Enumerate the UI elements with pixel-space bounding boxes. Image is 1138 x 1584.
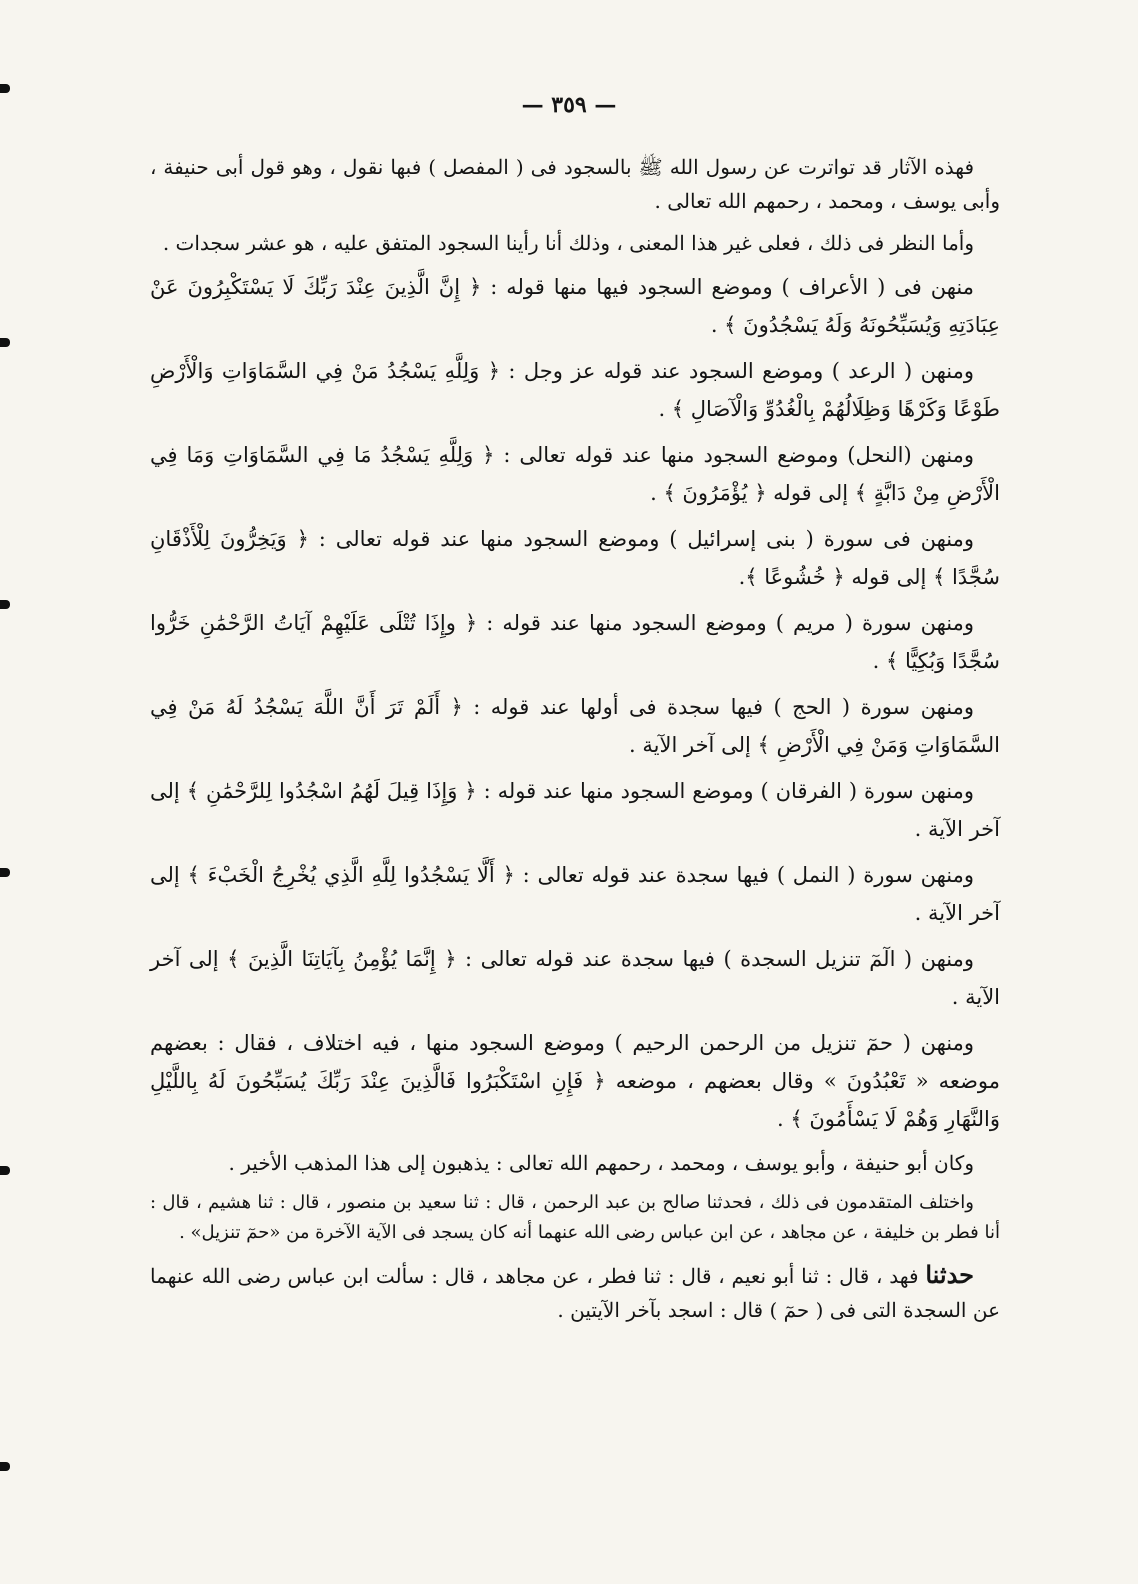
- hadith-text: فهد ، قال : ثنا أبو نعيم ، قال : ثنا فطر ، عن مجاهد ، قال : سألت ابن عباس رضى الله عنهما عن السجدة التى فى ( حمٓ ) قال : اسجد بآخر الآيتين .: [150, 1264, 1000, 1322]
- paragraph: ومنهن سورة ( النمل ) فيها سجدة عند قوله تعالى : ﴿ أَلَّا يَسْجُدُوا لِلَّهِ الَّذِي يُخْرِجُ الْخَبْءَ ﴾ إلى آخر الآية .: [150, 863, 1000, 925]
- page-number: — ٣٥٩ —: [521, 92, 617, 118]
- paragraph: وأما النظر فى ذلك ، فعلى غير هذا المعنى ، وذلك أنا رأينا السجود المتفق عليه ، هو عشر سجدات .: [162, 231, 974, 255]
- paragraph: ومنهن ( حمٓ تنزيل من الرحمن الرحيم ) وموضع السجود منها ، فيه اختلاف ، فقال : بعضهم موضعه « تَعْبُدُونَ » وقال بعضهم ، موضعه ﴿ فَإِنِ اسْتَكْبَرُوا فَالَّذِينَ عِنْدَ رَبِّكَ يُسَبِّحُونَ لَهُ بِاللَّيْلِ وَالنَّهَارِ وَهُمْ لَا يَسْأَمُونَ ﴾ .: [150, 1031, 1000, 1131]
- scan-edge-mark: [0, 338, 10, 347]
- paragraph: ومنهن ( الٓمٓ تنزيل السجدة ) فيها سجدة عند قوله تعالى : ﴿ إِنَّمَا يُؤْمِنُ بِآيَاتِنَا الَّذِينَ ﴾ إلى آخر الآية .: [150, 947, 1000, 1009]
- paragraph: ومنهن سورة ( الفرقان ) وموضع السجود منها عند قوله : ﴿ وَإِذَا قِيلَ لَهُمُ اسْجُدُوا لِلرَّحْمَٰنِ ﴾ إلى آخر الآية .: [150, 779, 1000, 841]
- paragraph: وكان أبو حنيفة ، وأبو يوسف ، ومحمد ، رحمهم الله تعالى : يذهبون إلى هذا المذهب الأخير .: [228, 1151, 974, 1175]
- paragraph: واختلف المتقدمون فى ذلك ، فحدثنا صالح بن عبد الرحمن ، قال : ثنا سعيد بن منصور ، قال : ثنا هشيم ، قال : أنا فطر بن خليفة ، عن مجاهد ، عن ابن عباس رضى الله عنهما أنه كان يسجد فى الآية الآخرة من «حمٓ تنزيل» .: [150, 1192, 1000, 1243]
- paragraph: ومنهن (النحل) وموضع السجود منها عند قوله تعالى : ﴿ وَلِلَّهِ يَسْجُدُ مَا فِي السَّمَاوَاتِ وَمَا فِي الْأَرْضِ مِنْ دَابَّةٍ ﴾ إلى قوله ﴿ يُؤْمَرُونَ ﴾ .: [150, 443, 1000, 505]
- scan-edge-mark: [0, 1462, 10, 1471]
- paragraph: ومنهن سورة ( الحج ) فيها سجدة فى أولها عند قوله : ﴿ أَلَمْ تَرَ أَنَّ اللَّهَ يَسْجُدُ لَهُ مَنْ فِي السَّمَاوَاتِ وَمَنْ فِي الْأَرْضِ ﴾ إلى آخر الآية .: [150, 695, 1000, 757]
- paragraph: منهن فى ( الأعراف ) وموضع السجود فيها منها قوله : ﴿ إِنَّ الَّذِينَ عِنْدَ رَبِّكَ لَا يَسْتَكْبِرُونَ عَنْ عِبَادَتِهِ وَيُسَبِّحُونَهُ وَلَهُ يَسْجُدُونَ ﴾ .: [150, 275, 1000, 337]
- paragraph: فهذه الآثار قد تواترت عن رسول الله ﷺ بالسجود فى ( المفصل ) فبها نقول ، وهو قول أبى حنيفة ، وأبى يوسف ، ومحمد ، رحمهم الله تعالى .: [150, 155, 1000, 213]
- scan-edge-mark: [0, 84, 10, 93]
- hadith-paragraph: [150, 1258, 1000, 1327]
- paragraph: ومنهن ( الرعد ) وموضع السجود عند قوله عز وجل : ﴿ وَلِلَّهِ يَسْجُدُ مَنْ فِي السَّمَاوَاتِ وَالْأَرْضِ طَوْعًا وَكَرْهًا وَظِلَالُهُمْ بِالْغُدُوِّ وَالْآصَالِ ﴾ .: [150, 359, 1000, 421]
- scan-edge-mark: [0, 868, 10, 877]
- main-text: [150, 150, 1000, 1335]
- scan-edge-mark: [0, 600, 10, 609]
- scan-edge-mark: [0, 1166, 10, 1175]
- paragraph: ومنهن فى سورة ( بنى إسرائيل ) وموضع السجود منها عند قوله تعالى : ﴿ وَيَخِرُّونَ لِلْأَذْقَانِ سُجَّدًا ﴾ إلى قوله ﴿ خُشُوعًا ﴾.: [150, 527, 1000, 589]
- hadith-lead-word: حدثنا: [925, 1260, 974, 1289]
- paragraph: ومنهن سورة ( مريم ) وموضع السجود منها عند قوله : ﴿ وإِذَا تُتْلَى عَلَيْهِمْ آيَاتُ الرَّحْمَٰنِ خَرُّوا سُجَّدًا وَبُكِيًّا ﴾ .: [150, 611, 1000, 673]
